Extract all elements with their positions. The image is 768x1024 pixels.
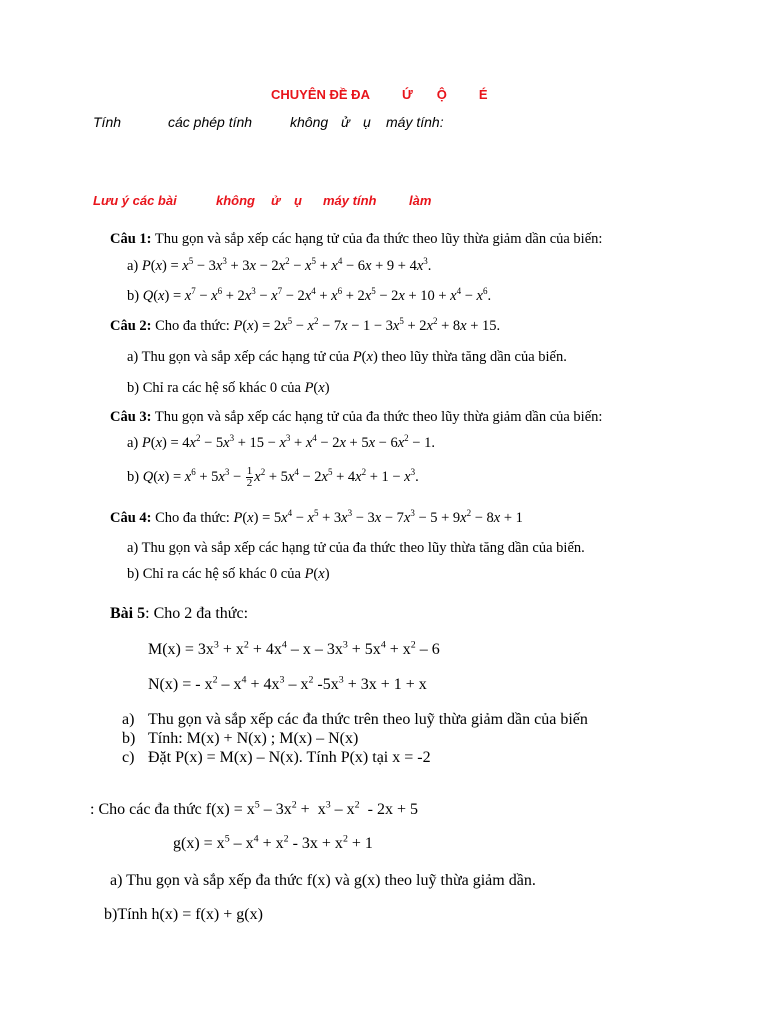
cau3-heading: Câu 3: Thu gọn và sắp xếp các hạng tử của đa thức theo lũy thừa giảm dần của biến: [110,409,603,425]
cau1-heading: Câu 1: Thu gọn và sắp xếp các hạng tử của đa thức theo lũy thừa giảm dần của biến: [110,231,603,247]
cau3-a: a) $P(x) = 4x^2 - 5x^3 + 15 - x^3 + x^4 - 2x + 5x - 6x^2 - 1$. [127,433,435,451]
cau4-a: a) Thu gọn và sắp xếp các hạng tử của đa thức theo lũy thừa tăng dần của biến. [127,540,585,556]
cau2-a: a) Thu gọn và sắp xếp các hạng tử của P(x) theo lũy thừa tăng dần của biến. [127,349,567,365]
page-title: CHUYÊN ĐỀ ĐA Ứ Ộ É [271,87,488,102]
bai5-N: N(x) = - $x^2 - x^4 + 4x^3 - x^2$ $-5x^3 + 3x + 1 + x$ [148,674,427,693]
cau1-b: b) $Q(x) = x^7 - x^6 + 2x^3 - x^7 - 2x^4 + x^6 + 2x^5 - 2x + 10 + x^4 - x^6$. [127,286,492,304]
bai5-M: $M(x) = 3x^3 + x^2 + 4x^4 - x - 3x^3 + 5x^4 + x^2 - 6$ [148,639,440,658]
cau1-a: a) $P(x) = x^5 - 3x^3 + 3x - 2x^2 - x^5 + x^4 - 6x + 9 + 4x^3$. [127,256,432,274]
bai5-heading: Bài 5: Cho 2 đa thức: [110,605,249,622]
cau2-b: b) Chỉ ra các hệ số khác 0 của P(x) [127,380,330,396]
cau3-b: b) $Q(x) = x^6 + 5x^3$ − $\frac{1}{2}$ $x^2 + 5x^4 - 2x^5 + 4x^2 + 1 - x^3$. [127,465,419,489]
cau4-heading: Câu 4: Cho đa thức: $P(x) = 5x^4 - x^5 + 3x^3 - 3x - 7x^3 - 5 + 9x^2 - 8x + 1$ [110,508,523,526]
bai6-b: b)Tính h(x) = f(x) + g(x) [104,906,263,923]
bai6-g: $g(x) = x^5 - x^4 + x^2 - 3x + x^2 + 1$ [173,833,373,852]
cau4-b: b) Chỉ ra các hệ số khác 0 của P(x) [127,566,330,582]
cau2-heading: Câu 2: Cho đa thức: $P(x) = 2x^5 - x^2 - 7x - 1 - 3x^5 + 2x^2 + 8x + 15$. [110,316,501,334]
bai6-a: a) Thu gọn và sắp xếp đa thức f(x) và g(x) theo luỹ thừa giảm dần. [110,872,536,889]
bai6-f: : Cho các đa thức $f(x) = x^5 - 3x^2 + x^3 - x^2 - 2x + 5$ [90,799,418,818]
